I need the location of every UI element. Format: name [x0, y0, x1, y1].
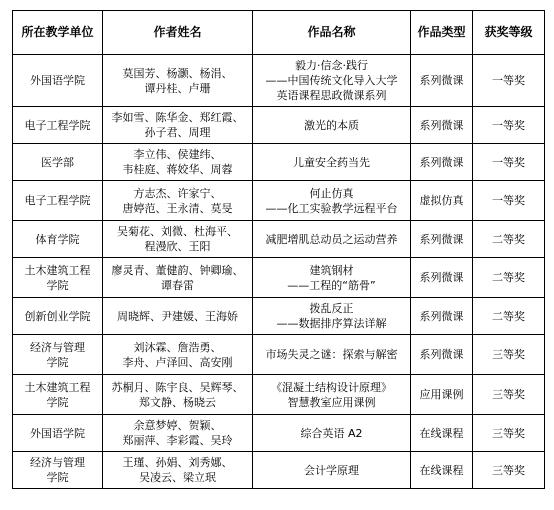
cell-authors-line: 郑丽萍、李彩霞、吴玲	[122, 434, 233, 447]
cell-title	[253, 298, 411, 335]
cell-type: 应用课例	[411, 375, 473, 415]
cell-title-line: 智慧教室应用课例	[287, 395, 376, 409]
cell-unit	[13, 107, 103, 144]
cell-authors-line: 郑文静、杨晓云	[139, 395, 216, 409]
cell-grade: 三等奖	[473, 415, 545, 452]
cell-title-line: 儿童安全药当先	[293, 155, 370, 169]
awards-table	[12, 10, 545, 489]
cell-authors-line: 刘沐霖、詹浩勇、	[133, 340, 222, 354]
cell-grade: 一等奖	[473, 55, 545, 107]
cell-authors-line: 莫国芳、杨灏、杨涓、	[122, 66, 233, 80]
cell-authors-line: 苏桐月、陈宇良、吴辉琴、	[111, 380, 244, 394]
cell-type: 系列微课	[411, 335, 473, 375]
cell-unit-line: 外国语学院	[30, 74, 85, 87]
cell-title	[253, 335, 411, 375]
cell-authors-line: 孙子君、周理	[144, 126, 211, 139]
cell-title-line: ——中国传统文化导入大学	[265, 74, 398, 87]
cell-type: 系列微课	[411, 144, 473, 181]
cell-authors-line: 方志杰、许家宁、	[133, 186, 222, 200]
cell-unit-line: 学院	[46, 471, 69, 484]
cell-title-line: 减肥增肌总动员之运动营养	[265, 232, 398, 246]
cell-authors-line: 吴凌云、梁立珉	[139, 471, 216, 484]
table-row	[13, 298, 545, 335]
cell-title-line: 市场失灵之谜：探索与解密	[265, 348, 398, 361]
cell-title-line: ——工程的“筋骨”	[287, 278, 376, 292]
table-header	[13, 11, 545, 55]
header-row	[13, 11, 545, 55]
cell-unit-line: 医学部	[41, 155, 74, 169]
cell-unit-line: 经济与管理	[30, 456, 85, 469]
table-row	[13, 181, 545, 221]
cell-authors-line: 周晓辉、尹建媛、王海娇	[117, 309, 238, 323]
cell-unit-line: 创新创业学院	[24, 309, 91, 323]
cell-unit	[13, 452, 103, 489]
table-row	[13, 415, 545, 452]
cell-authors	[103, 181, 253, 221]
cell-type: 系列微课	[411, 221, 473, 258]
cell-authors-line: 谭春雷	[161, 278, 194, 292]
cell-authors	[103, 55, 253, 107]
cell-authors-line: 李立伟、侯建纬、	[133, 148, 222, 161]
table-row	[13, 258, 545, 298]
cell-grade: 二等奖	[473, 258, 545, 298]
cell-unit	[13, 298, 103, 335]
table-row	[13, 452, 545, 489]
cell-unit-line: 学院	[46, 355, 69, 369]
cell-unit-line: 电子工程学院	[24, 118, 91, 132]
cell-authors-line: 谭丹桂、卢珊	[144, 81, 211, 95]
cell-title-line: 毅力·信念·践行	[295, 59, 368, 72]
cell-title-line: 会计学原理	[304, 463, 359, 477]
cell-unit-line: 电子工程学院	[24, 194, 91, 207]
cell-title	[253, 55, 411, 107]
cell-authors	[103, 144, 253, 181]
cell-type: 系列微课	[411, 298, 473, 335]
cell-authors	[103, 335, 253, 375]
cell-title-line: 何止仿真	[309, 186, 354, 200]
table-row	[13, 55, 545, 107]
cell-type: 系列微课	[411, 107, 473, 144]
cell-title-line: 综合英语 A2	[300, 426, 363, 440]
cell-authors	[103, 375, 253, 415]
header-unit: 所在教学单位	[13, 11, 103, 55]
cell-title	[253, 375, 411, 415]
cell-authors	[103, 452, 253, 489]
cell-authors	[103, 258, 253, 298]
table-row	[13, 335, 545, 375]
cell-authors-line: 余意梦婷、贺颖、	[133, 419, 222, 432]
cell-type: 系列微课	[411, 258, 473, 298]
cell-unit-line: 学院	[46, 395, 69, 409]
header-authors: 作者姓名	[103, 11, 253, 55]
cell-unit	[13, 221, 103, 258]
cell-unit-line: 外国语学院	[30, 426, 85, 440]
header-title: 作品名称	[253, 11, 411, 55]
cell-title-line: ——数据排序算法详解	[276, 317, 387, 330]
cell-title-line: 拨乱反正	[309, 302, 354, 315]
cell-unit	[13, 375, 103, 415]
cell-unit-line: 土木建筑工程	[24, 380, 91, 394]
cell-grade: 三等奖	[473, 452, 545, 489]
cell-title	[253, 144, 411, 181]
cell-authors	[103, 415, 253, 452]
cell-unit	[13, 335, 103, 375]
cell-grade: 三等奖	[473, 375, 545, 415]
cell-title	[253, 452, 411, 489]
cell-grade: 二等奖	[473, 221, 545, 258]
cell-authors	[103, 221, 253, 258]
cell-authors-line: 廖灵青、董健韵、钟卿瑜、	[111, 263, 244, 277]
header-grade: 获奖等级	[473, 11, 545, 55]
cell-grade: 二等奖	[473, 298, 545, 335]
cell-unit-line: 土木建筑工程	[24, 263, 91, 277]
cell-type: 系列微课	[411, 55, 473, 107]
cell-authors-line: 王瑾、孙娟、刘秀娜、	[122, 456, 233, 469]
cell-authors-line: 唐婷范、王永清、莫旻	[122, 201, 233, 215]
cell-authors-line: 韦桂庭、蒋姣华、周蓉	[122, 163, 233, 176]
cell-title	[253, 181, 411, 221]
cell-unit-line: 学院	[46, 278, 69, 292]
cell-type: 在线课程	[411, 452, 473, 489]
cell-authors	[103, 107, 253, 144]
cell-grade: 一等奖	[473, 107, 545, 144]
table-row	[13, 375, 545, 415]
cell-title-line: 《混凝土结构设计原理》	[271, 380, 392, 394]
cell-unit	[13, 181, 103, 221]
cell-title	[253, 415, 411, 452]
cell-grade: 一等奖	[473, 144, 545, 181]
cell-title	[253, 258, 411, 298]
table-row	[13, 144, 545, 181]
header-type: 作品类型	[411, 11, 473, 55]
cell-title	[253, 221, 411, 258]
table-row	[13, 107, 545, 144]
cell-authors-line: 李舟、卢泽回、高安刚	[122, 355, 233, 369]
cell-authors-line: 吴菊花、刘微、杜海平、	[117, 225, 238, 238]
cell-authors	[103, 298, 253, 335]
table-body	[13, 55, 545, 489]
cell-title-line: 建筑钢材	[309, 263, 354, 277]
cell-title-line: 激光的本质	[304, 118, 359, 132]
cell-title-line: 英语课程思政微课系列	[276, 89, 387, 102]
cell-unit-line: 体育学院	[35, 232, 80, 246]
cell-unit	[13, 258, 103, 298]
table-row	[13, 221, 545, 258]
cell-type: 在线课程	[411, 415, 473, 452]
cell-authors-line: 李如雪、陈华金、郑红霞、	[111, 111, 244, 124]
cell-title	[253, 107, 411, 144]
cell-title-line: ——化工实验教学远程平台	[265, 201, 398, 215]
cell-grade: 一等奖	[473, 181, 545, 221]
cell-unit-line: 经济与管理	[30, 340, 85, 354]
cell-unit	[13, 144, 103, 181]
cell-unit	[13, 415, 103, 452]
cell-type: 虚拟仿真	[411, 181, 473, 221]
cell-authors-line: 程漫欣、王阳	[144, 240, 211, 253]
cell-unit	[13, 55, 103, 107]
cell-grade: 三等奖	[473, 335, 545, 375]
